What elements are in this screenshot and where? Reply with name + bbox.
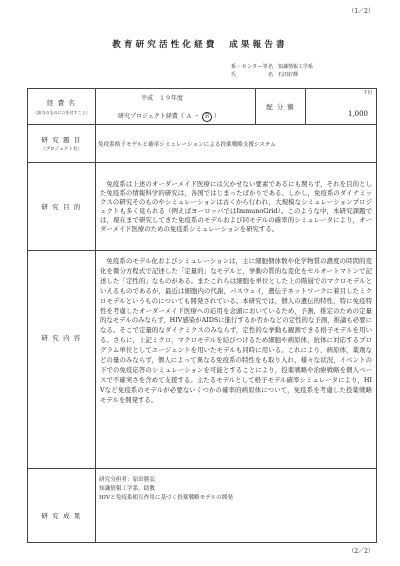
allocation-label-cell <box>256 89 306 124</box>
content-row <box>28 251 376 469</box>
page-number-top: （1／2） <box>348 8 374 15</box>
expense-note: （該当のものに○を付すこと） <box>33 109 90 115</box>
expense-type-prefix: 研究プロジェクト経費（ <box>118 113 184 120</box>
content-text: 免疫系のモデル化およびシミュレーションは，主に細胞個体数や化学物質の濃度の時間的変化を微分方程式で記述した「定量的」なモデルと，挙動の質的な変化をセルオートマトンで記述した「定性的」なものがある。またこれらは細胞を単位とした上の階層でのマクロモデルといえるものであるが，最近は細胞内の代謝，パスウェイ，遺伝子ネットワークに着目したミクロモデルというものについても開発されている。本研究では，個人の遺伝的特性，特に免疫特性を考慮したオーダーメイド医療への応用を念頭においているため，予測，推定のための定量的なモデルのみならず，HIV感染がAIDSに進行するか否かなどの定性的な予測，推論も必要になる。そこで定量的なダイナミクスのみならず，定性的な挙動も観測できる格子モデルを用いる。さらに，上記ミクロ，マクロモデルを結びつけるため細胞や病原体，抗体に対応するプログラム単位としてエージェントを用いたモデルも同時に用いる。これにより，病原体，薬剤などの量のみならず，個人によって異なる免疫系の特性をも取り入れ，様々な状況，イベントの下での免疫応答のシミュレーションを可能とすることにより，投薬戦略や治療戦略を個人ベースで不確実さを含めて支援する。主たるモデルとして格子モデル確率シミュレータにより，HIVなど免疫系のモデルが必要ないくつかの確率的病原体について，免疫系を考慮した投薬戦略モデルを開発する。 <box>100 257 372 404</box>
purpose-text: 免疫系は上述のオーダーメイド医療には欠かせない要素であるにも関らず，それを目的とした免疫系の情報科学的研究は，各国ではじまったばかりである。しかし，免疫系のダイナミックスの研究そのものやシミュレーションは古くから行われ，大規模なシミュレーションプロジェクトも多く見られる（例えばヨーロッパではImmunoGrid）。このような中，本研究課題では，現在まで研究してきた免疫系のモデルおよび同モデルの確率的シミュレータにより，オーダーメイド医療のための免疫系シミュレーションを研究する。 <box>100 179 372 233</box>
expense-type-suffix: ） <box>213 113 220 120</box>
department-label: 系・センター等名 <box>231 64 273 70</box>
results-cell <box>96 469 376 542</box>
expense-row <box>28 89 376 125</box>
results-line: HIVと免疫系相互作用に基づく投薬戦略モデルの開発 <box>99 495 233 501</box>
amount-unit: 千円 <box>363 91 372 96</box>
project-title-sublabel: （プロジェクト名） <box>40 147 83 152</box>
allocation-label: 配 分 額 <box>266 103 295 111</box>
fiscal-year: 平成 １９年度 <box>141 95 184 102</box>
expense-label-cell <box>28 89 96 124</box>
content-label: 研 究 内 容 <box>41 334 82 342</box>
option-a: Ａ <box>185 113 192 120</box>
page-number-bottom: （2／2） <box>348 548 374 555</box>
allocation-amount: 1,000 <box>347 110 368 118</box>
project-title-row <box>28 125 376 163</box>
content-cell <box>96 251 376 468</box>
page-title: 教育研究活性化経費 成果報告書 <box>112 40 288 50</box>
expense-type <box>118 111 220 122</box>
project-title-value: 免疫系格子モデルと確率シミュレーションによる投薬戦略支援システム <box>98 141 276 148</box>
purpose-row <box>28 163 376 251</box>
project-title-label: 研 究 題 目 <box>41 136 82 144</box>
project-title-cell <box>96 125 376 162</box>
results-row <box>28 469 376 542</box>
results-label: 研 究 成 果 <box>41 512 82 520</box>
purpose-label: 研 究 目 的 <box>41 203 82 211</box>
purpose-label-cell <box>28 163 96 250</box>
author-info <box>231 63 313 79</box>
expense-label: 経 費 名 <box>46 98 77 107</box>
project-title-label-cell <box>28 125 96 162</box>
name-label: 氏 名 <box>231 72 273 78</box>
results-line: 知識情報工学系，助教 <box>99 486 155 492</box>
department-value: 知識情報工学系 <box>278 64 314 70</box>
name-value: 石田好輝 <box>278 72 299 78</box>
expense-type-cell <box>96 89 256 124</box>
results-label-cell <box>28 469 96 542</box>
name-row <box>231 71 313 79</box>
report-table <box>27 88 377 543</box>
allocation-amount-cell <box>306 89 376 124</box>
department-row <box>231 63 313 71</box>
results-line: 研究分担者：原田勝弘 <box>99 477 155 483</box>
content-label-cell <box>28 251 96 468</box>
purpose-cell <box>96 163 376 250</box>
option-separator: ・ <box>193 113 200 120</box>
option-b: Ｂ <box>202 112 212 122</box>
